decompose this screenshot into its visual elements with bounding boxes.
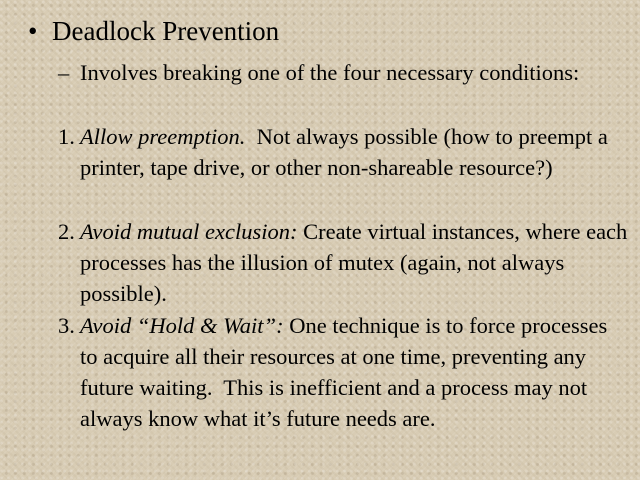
item-3-emphasis: Avoid “Hold & Wait”: xyxy=(80,313,284,338)
item-1-body: Not always possible (how to preempt a printer, tape drive, or other non-shareable resource?) xyxy=(80,124,614,180)
item-2-text xyxy=(80,216,633,309)
dash-icon: – xyxy=(58,60,70,85)
bullet-icon: • xyxy=(28,16,38,46)
item-3-body: One technique is to force processes to acquire all their resources at one time, preventing any future waiting. This is inefficient and a process may not always know what it’s future needs are. xyxy=(80,313,613,431)
item-1-number: 1. xyxy=(58,124,75,149)
item-2-emphasis: Avoid mutual exclusion: xyxy=(80,219,298,244)
item-1-emphasis: Allow preemption. xyxy=(80,124,246,149)
item-3-number: 3. xyxy=(58,313,75,338)
sub-point-text: Involves breaking one of the four necessary conditions: xyxy=(80,60,580,85)
item-1-text xyxy=(80,121,628,183)
slide-title: Deadlock Prevention xyxy=(52,16,280,46)
item-3-text xyxy=(80,310,628,434)
item-2-number: 2. xyxy=(58,219,75,244)
item-2-body: Create virtual instances, where each processes has the illusion of mutex (again, not always possible). xyxy=(80,219,633,306)
